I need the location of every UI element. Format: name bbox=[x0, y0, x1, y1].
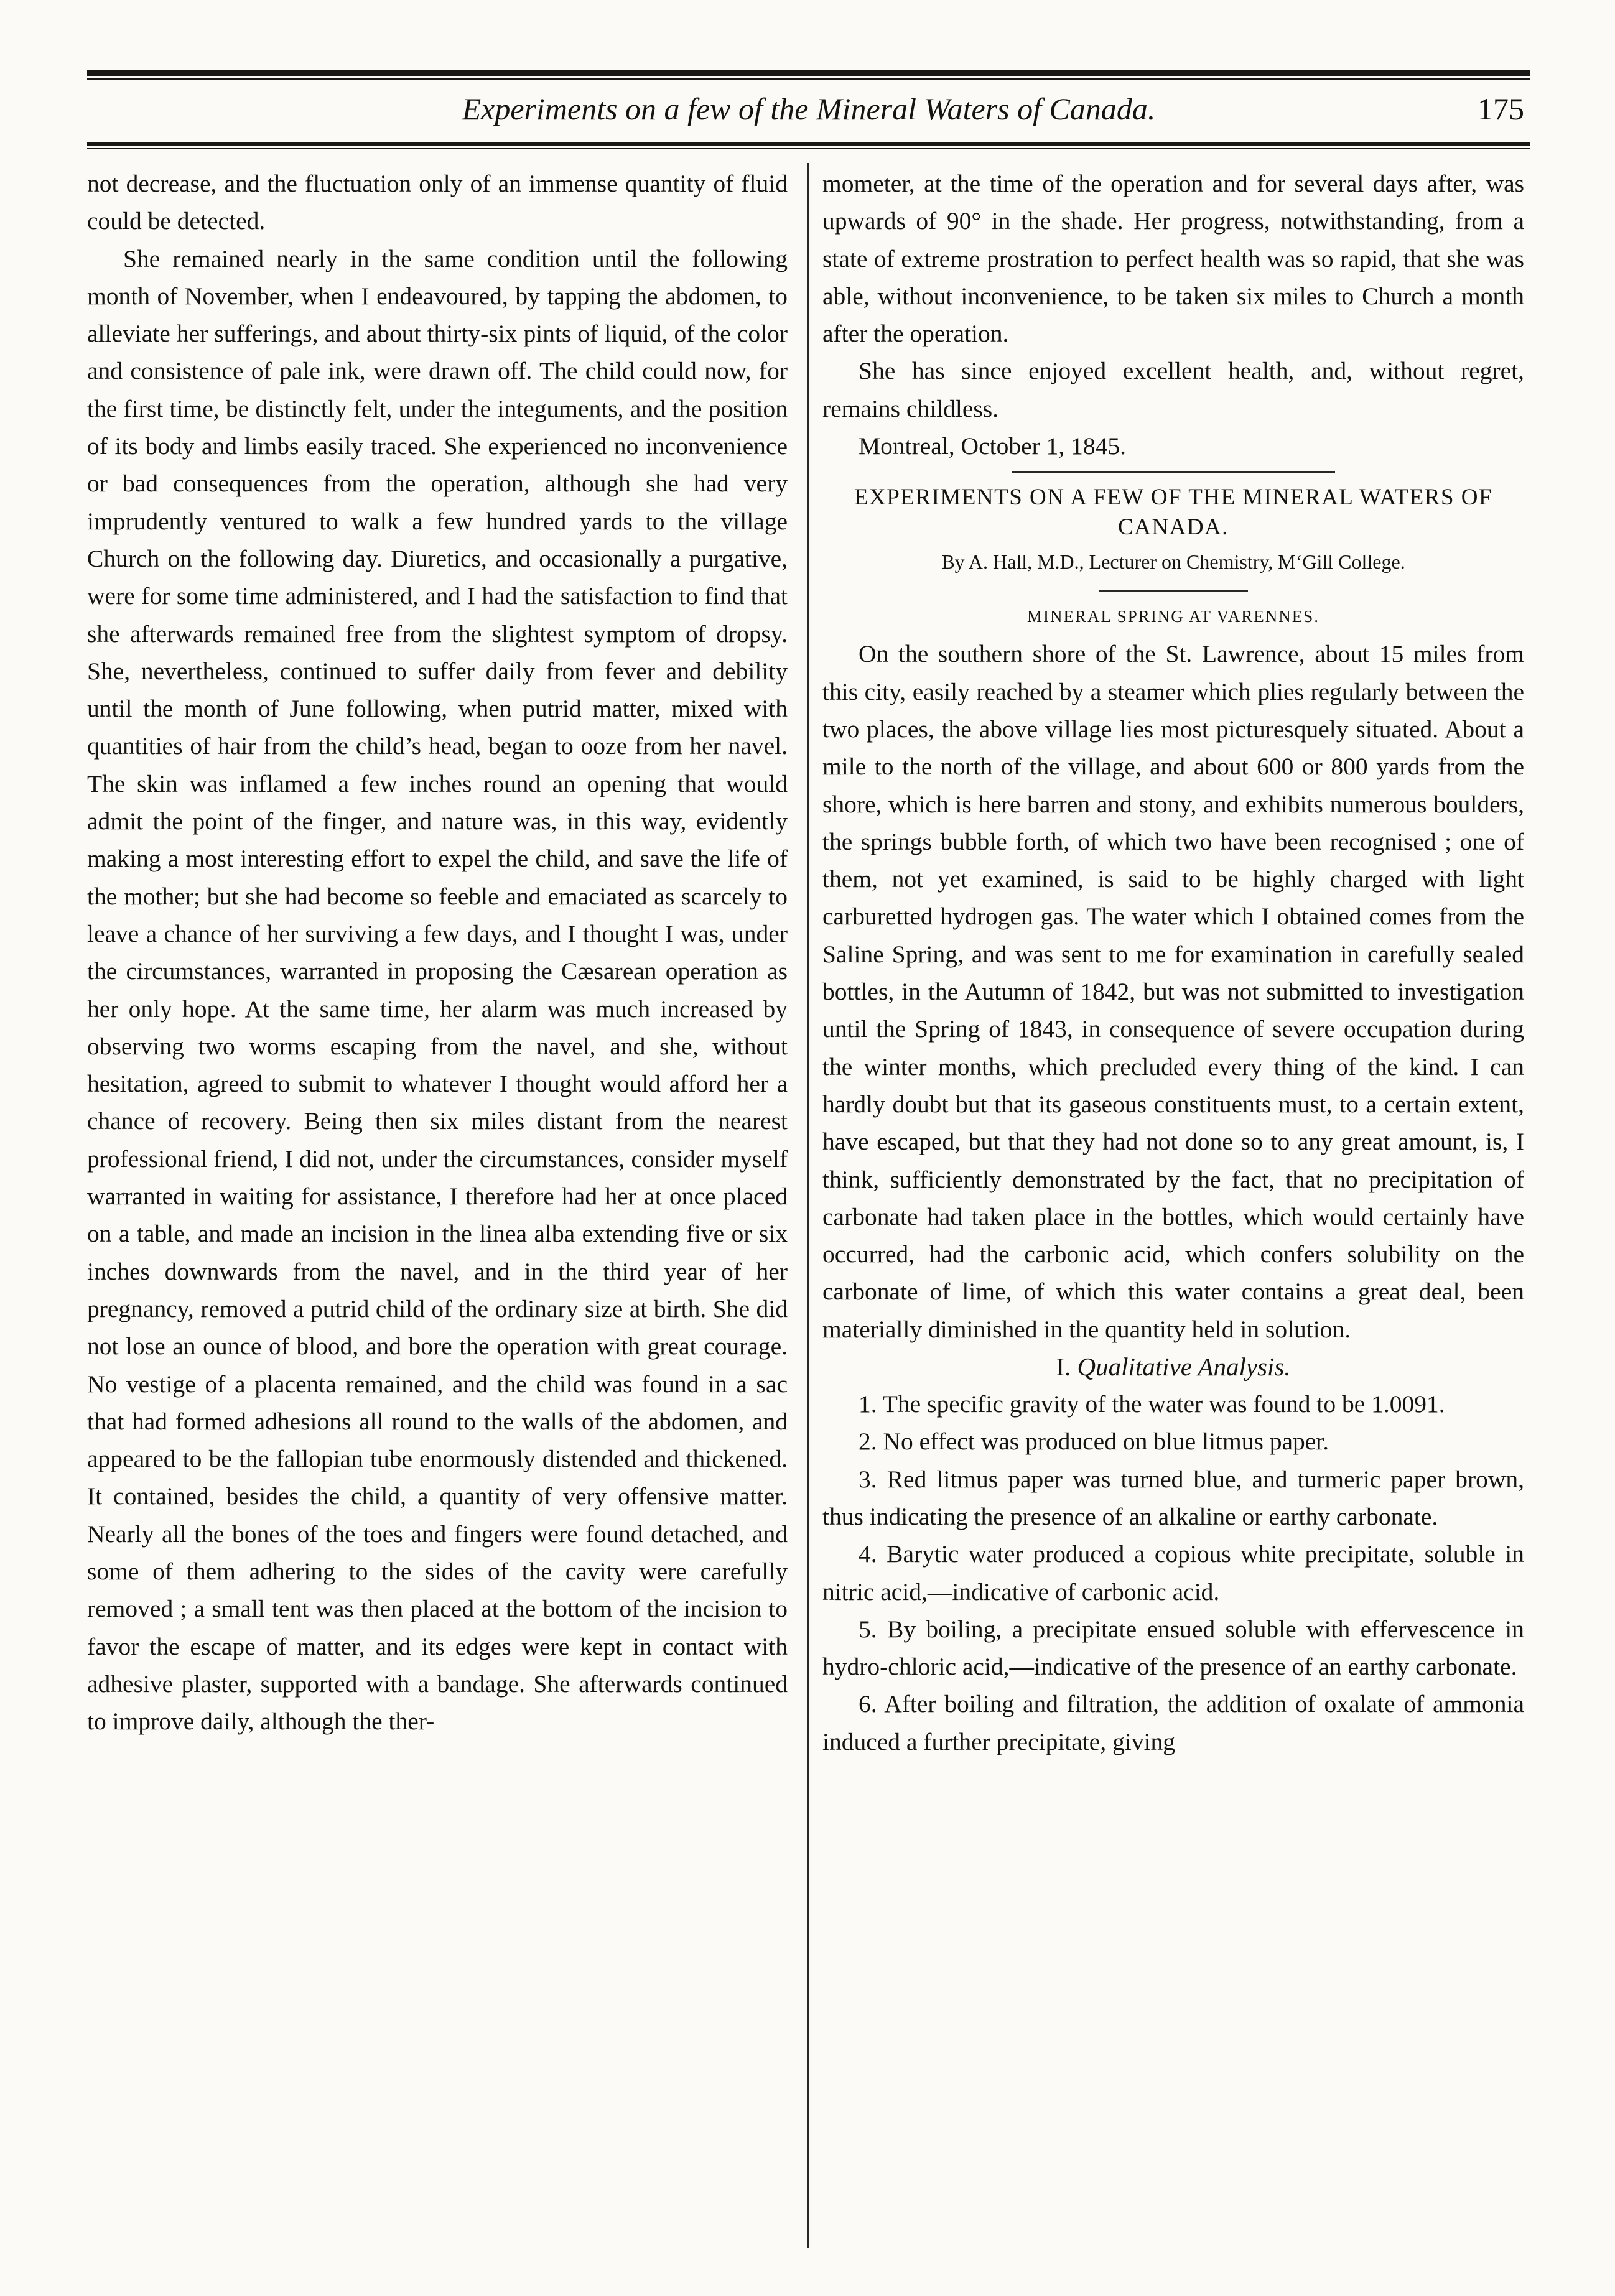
analysis-item: 4. Barytic water produced a copious white precipitate, soluble in nitric acid,—indicative of carbonic acid. bbox=[822, 1540, 1524, 1606]
running-head-rule-thin bbox=[87, 148, 1530, 149]
analysis-item: 1. The specific gravity of the water was found to be 1.0091. bbox=[859, 1390, 1445, 1418]
running-title: Experiments on a few of the Mineral Waters of Canada. bbox=[462, 91, 1156, 126]
running-head bbox=[87, 87, 1530, 137]
closing-paragraph: She has since enjoyed excellent health, and, without regret, remains childless. bbox=[822, 357, 1524, 422]
analysis-item: 3. Red litmus paper was turned blue, and turmeric paper brown, thus indicating the presence of an alkaline or earthy carbonate. bbox=[822, 1465, 1524, 1530]
left-paragraph-case-narrative: She remained nearly in the same condition until the following month of November, when I endeavoured, by tapping the abdomen, to alleviate her sufferings, and about thirty-six pints of liquid, of the color and consistence of pale ink, were drawn off. The child could now, for the first time, be distinctly felt, under the integuments, and the position of its body and limbs easily traced. She experienced no inconvenience or bad consequences from the operation, although she had very imprudently ventured to walk a few hundred yards to the village Church on the following day. Diuretics, and occasionally a purgative, were for some time administered, and I had the satisfaction to find that she afterwards remained free from the slightest symptom of dropsy. She, nevertheless, continued to suffer daily from fever and debility until the month of June following, when putrid matter, mixed with quantities of hair from the child’s head, began to ooze from her navel. The skin was inflamed a few inches round an opening that would admit the point of the finger, and nature was, in this way, evidently making a most interesting effort to expel the child, and save the life of the mother; but she had become so feeble and emaciated as scarcely to leave a chance of her surviving a few days, and I thought I was, under the circumstances, warranted in proposing the Cæsarean operation as her only hope. At the same time, her alarm was much increased by observing two worms escaping from the navel, and she, without hesitation, agreed to submit to whatever I thought would afford her a chance of recovery. Being then six miles distant from the nearest professional friend, I did not, under the circumstances, consider myself warranted in waiting for assistance, I therefore had her at once placed on a table, and made an incision in the linea alba extending five or six inches downwards from the navel, and in the third year of her pregnancy, removed a putrid child of the ordinary size at birth. She did not lose an ounce of blood, and bore the operation with great courage. No vestige of a placenta remained, and the child was found in a sac that had formed adhesions all round to the walls of the abdomen, and appeared to be the fallopian tube enormously distended and thickened. It contained, besides the child, a quantity of very offensive matter. Nearly all the bones of the toes and fingers were found detached, and some of them adhering to the sides of the cavity were carefully removed ; a small tent was then placed at the bottom of the incision to favor the escape of matter, and its edges were kept in contact with adhesive plaster, supported with a bandage. She afterwards continued to improve daily, although the ther- bbox=[87, 244, 788, 1736]
intro-paragraph: On the southern shore of the St. Lawrence, about 15 miles from this city, easily reached by a steamer which plies regularly between the two places, the above village lies most picturesquely situated. About a mile to the north of the village, and about 600 or 800 yards from the shore, which is here barren and stony, and exhibits numerous boulders, the springs bubble forth, of which two have been recognised ; one of them, not yet examined, is said to be highly charged with light carburetted hydrogen gas. The water which I obtained comes from the Saline Spring, and was sent to me for examination in carefully sealed bottles, in the Autumn of 1842, but was not submitted to investigation until the Spring of 1843, in consequence of severe occupation during the winter months, which precluded every thing of the kind. I can hardly doubt but that its gaseous constituents must, to a certain extent, have escaped, but that they had not done so to any great amount, is, I think, sufficiently demonstrated by the fact, that no precipitation of carbonate had taken place in the bottles, which would certainly have occurred, had the carbonic acid, which confers solubility on the carbonate of lime, of which this water contains a great deal, been materially diminished in the quantity held in solution. bbox=[822, 640, 1524, 1343]
analysis-item: 5. By boiling, a precipitate ensued soluble with effervescence in hydro-chloric acid,—indicative of the presence of an earthy carbonate. bbox=[822, 1615, 1524, 1681]
date-line: Montreal, October 1, 1845. bbox=[859, 432, 1127, 460]
running-head-rule-thick bbox=[87, 142, 1530, 146]
right-column bbox=[822, 165, 1524, 2249]
article-byline: By A. Hall, M.D., Lecturer on Chemistry, M‘Gill College. bbox=[941, 551, 1405, 574]
left-paragraph-continued: not decrease, and the fluctuation only of an immense quantity of fluid could be detected. bbox=[87, 170, 788, 235]
subsection-number: I. bbox=[1056, 1352, 1071, 1382]
byline-rule bbox=[1099, 590, 1248, 592]
header-rule-thin bbox=[87, 78, 1530, 80]
left-column bbox=[87, 165, 788, 2249]
right-paragraph-continued: mometer, at the time of the operation and for several days after, was upwards of 90° in the shade. Her progress, notwithstanding, from a state of extreme prostration to perfect health was so rapid, that she was able, without inconvenience, to be taken six miles to Church a month after the operation. bbox=[822, 170, 1524, 348]
column-divider bbox=[807, 163, 809, 2248]
section-heading: MINERAL SPRING AT VARENNES. bbox=[1026, 607, 1320, 626]
subsection-heading bbox=[822, 1348, 1524, 1385]
analysis-item: 2. No effect was produced on blue litmus paper. bbox=[859, 1428, 1329, 1456]
header-rule-thick bbox=[87, 70, 1530, 76]
analysis-item: 6. After boiling and filtration, the addition of oxalate of ammonia induced a further precipitate, giving bbox=[822, 1690, 1524, 1755]
article-separator-rule bbox=[1012, 471, 1335, 473]
subsection-title: Qualitative Analysis. bbox=[1077, 1352, 1291, 1382]
article-title: EXPERIMENTS ON A FEW OF THE MINERAL WATERS OF CANADA. bbox=[854, 485, 1493, 541]
page-number: 175 bbox=[1478, 91, 1524, 126]
